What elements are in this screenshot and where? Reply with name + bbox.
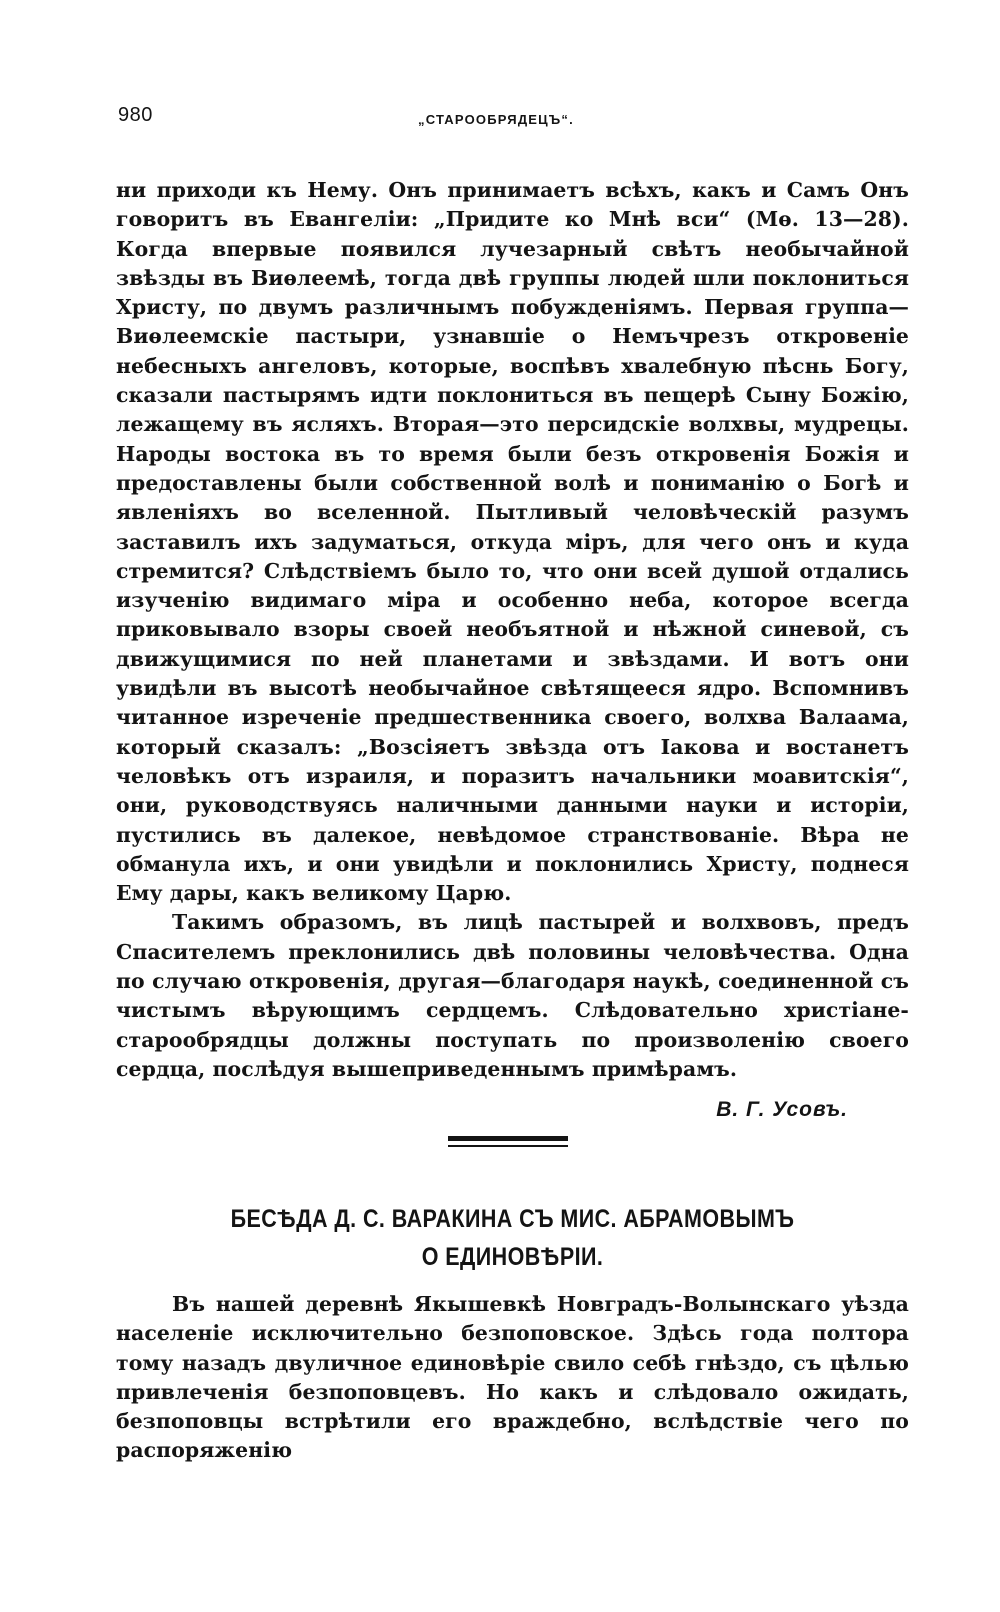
- running-head: [118, 104, 918, 134]
- article-title: [172, 1200, 854, 1276]
- article-continuation: [116, 176, 909, 1084]
- article-title-line-1: БЕСѢДА Д. С. ВАРАКИНА СЪ МИС. АБРАМОВЫМЪ: [230, 1205, 795, 1233]
- paragraph-1: ни приходи къ Нему. Онъ принимаетъ всѣхъ, какъ и Самъ Онъ говоритъ въ Евангеліи: „Придите ко Мнѣ вси“ (Мѳ. 13—28). Когда впервые появился лучезарный свѣтъ необычайной звѣзды въ Виѳлеемѣ, тогда двѣ группы людей шли поклониться Христу, по двумъ различнымъ побужденіямъ. Первая группа—Виѳлеемскіе пастыри, узнавшіе о Немъчрезъ откровеніе небесныхъ ангеловъ, которые, воспѣвъ хвалебную пѣснь Богу, сказали пастырямъ идти поклониться въ пещерѣ Сыну Божію, лежащему въ ясляхъ. Вторая—это персидскіе волхвы, мудрецы. Народы востока въ то время были безъ откровенія Божія и предоставлены были собственной волѣ и пониманію о Богѣ и явленіяхъ во вселенной. Пытливый человѣческій разумъ заставилъ ихъ задуматься, откуда міръ, для чего онъ и куда стремится? Слѣдствіемъ было то, что они всей душой отдались изученію видимаго міра и особенно неба, которое всегда приковывало взоры своей необъятной и нѣжной синевой, съ движущимися по ней планетами и звѣздами. И вотъ они увидѣли въ высотѣ необычайное свѣтящееся ядро. Вспомнивъ читанное изреченіе предшественника своего, волхва Валаама, который сказалъ: „Возсіяетъ звѣзда отъ Іакова и востанетъ человѣкъ отъ израиля, и поразитъ начальники моавитскія“, они, руководствуясь наличными данными науки и исторіи, пустились въ далекое, невѣдомое странствованіе. Вѣра не обманула ихъ, и они увидѣли и поклонились Христу, поднеся Ему дары, какъ великому Царю.: [116, 178, 909, 906]
- article-body: [116, 1290, 909, 1466]
- separator-rule-thin: [448, 1145, 568, 1147]
- journal-title: „СТАРООБРЯДЕЦЪ“.: [418, 112, 574, 127]
- article-title-line-2: О ЕДИНОВѢРІИ.: [421, 1243, 604, 1271]
- page-number: 980: [118, 104, 153, 126]
- paragraph-2: Такимъ образомъ, въ лицѣ пастырей и волхвовъ, предъ Спасителемъ преклонились двѣ половины человѣчества. Одна по случаю откровенія, другая—благодаря наукѣ, соединенной съ чистымъ вѣрующимъ сердцемъ. Слѣдовательно христіане-старообрядцы должны поступать по произволенію своего сердца, послѣдуя вышеприведеннымъ примѣрамъ.: [116, 910, 909, 1081]
- author-signature: В. Г. Усовъ.: [716, 1098, 848, 1121]
- article-paragraph-1: Въ нашей деревнѣ Якышевкѣ Новградъ-Волынскаго уѣзда населеніе исключительно безпоповское. Здѣсь года полтора тому назадъ двуличное единовѣріе свило себѣ гнѣздо, съ цѣлью привлеченія безпоповцевъ. Но какъ и слѣдовало ожидать, безпоповцы встрѣтили его враждебно, вслѣдствіе чего по распоряженію: [116, 1292, 909, 1463]
- separator-rule-thick: [448, 1136, 568, 1141]
